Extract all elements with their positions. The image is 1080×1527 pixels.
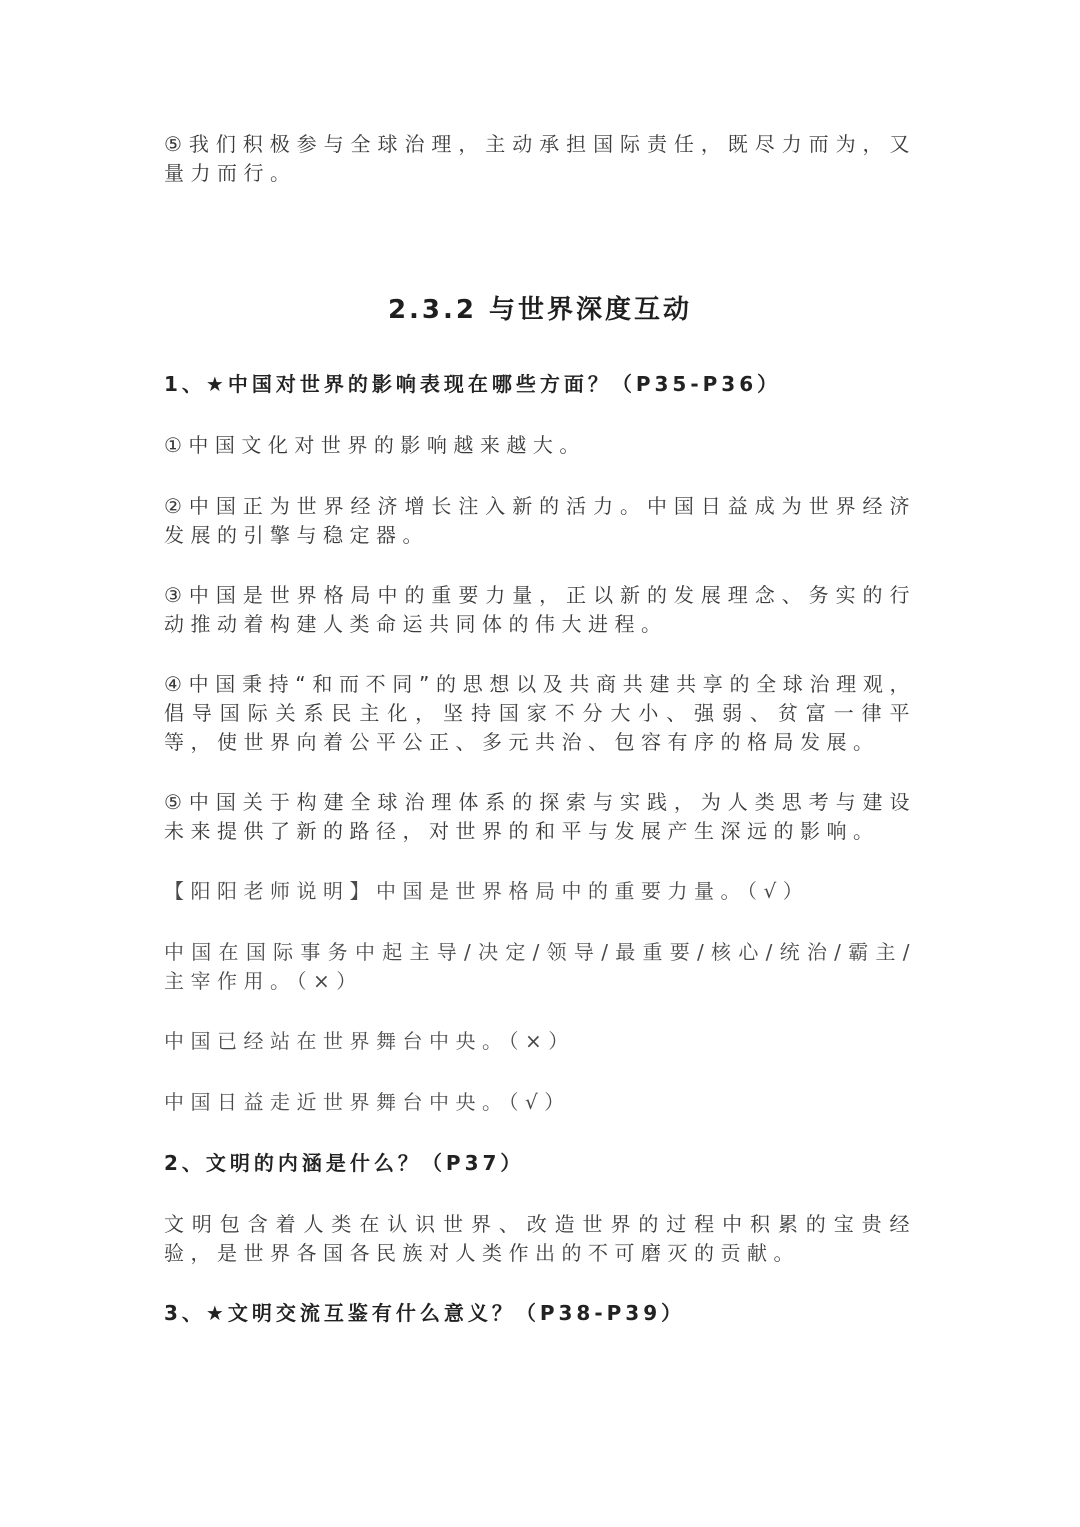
question-1-title: 1、★中国对世界的影响表现在哪些方面？（P35-P36） bbox=[164, 372, 782, 396]
question-3-title: 3、★文明交流互鉴有什么意义？（P38-P39） bbox=[164, 1301, 686, 1325]
answer-item-1: ①中国文化对世界的影响越来越大。 bbox=[164, 433, 586, 457]
answer-item-4: ④中国秉持“和而不同”的思想以及共商共建共享的全球治理观，倡导国际关系民主化，坚持国家不分大小、强弱、贫富一律平等，使世界向着公平公正、多元共治、包容有序的格局发展。 bbox=[164, 672, 916, 754]
answer-item-2: ②中国正为世界经济增长注入新的活力。中国日益成为世界经济发展的引擎与稳定器。 bbox=[164, 494, 916, 547]
question-2-title: 2、文明的内涵是什么？（P37） bbox=[164, 1151, 525, 1175]
previous-item-5: ⑤我们积极参与全球治理，主动承担国际责任，既尽力而为，又量力而行。 bbox=[164, 132, 916, 185]
teacher-note: 【阳阳老师说明】中国是世界格局中的重要力量。（√） bbox=[164, 879, 810, 903]
answer-item-3: ③中国是世界格局中的重要力量，正以新的发展理念、务实的行动推动着构建人类命运共同体的伟大进程。 bbox=[164, 583, 916, 636]
answer-item-5: ⑤中国关于构建全球治理体系的探索与实践，为人类思考与建设未来提供了新的路径，对世界的和平与发展产生深远的影响。 bbox=[164, 790, 916, 843]
answer-2: 文明包含着人类在认识世界、改造世界的过程中积累的宝贵经验，是世界各国各民族对人类作出的不可磨灭的贡献。 bbox=[164, 1212, 916, 1265]
note-line-2: 中国在国际事务中起主导/决定/领导/最重要/核心/统治/霸主/主宰作用。（×） bbox=[164, 940, 916, 993]
note-line-3: 中国已经站在世界舞台中央。（×） bbox=[164, 1029, 575, 1053]
note-line-4: 中国日益走近世界舞台中央。（√） bbox=[164, 1090, 571, 1114]
section-title: 2.3.2 与世界深度互动 bbox=[387, 295, 693, 325]
